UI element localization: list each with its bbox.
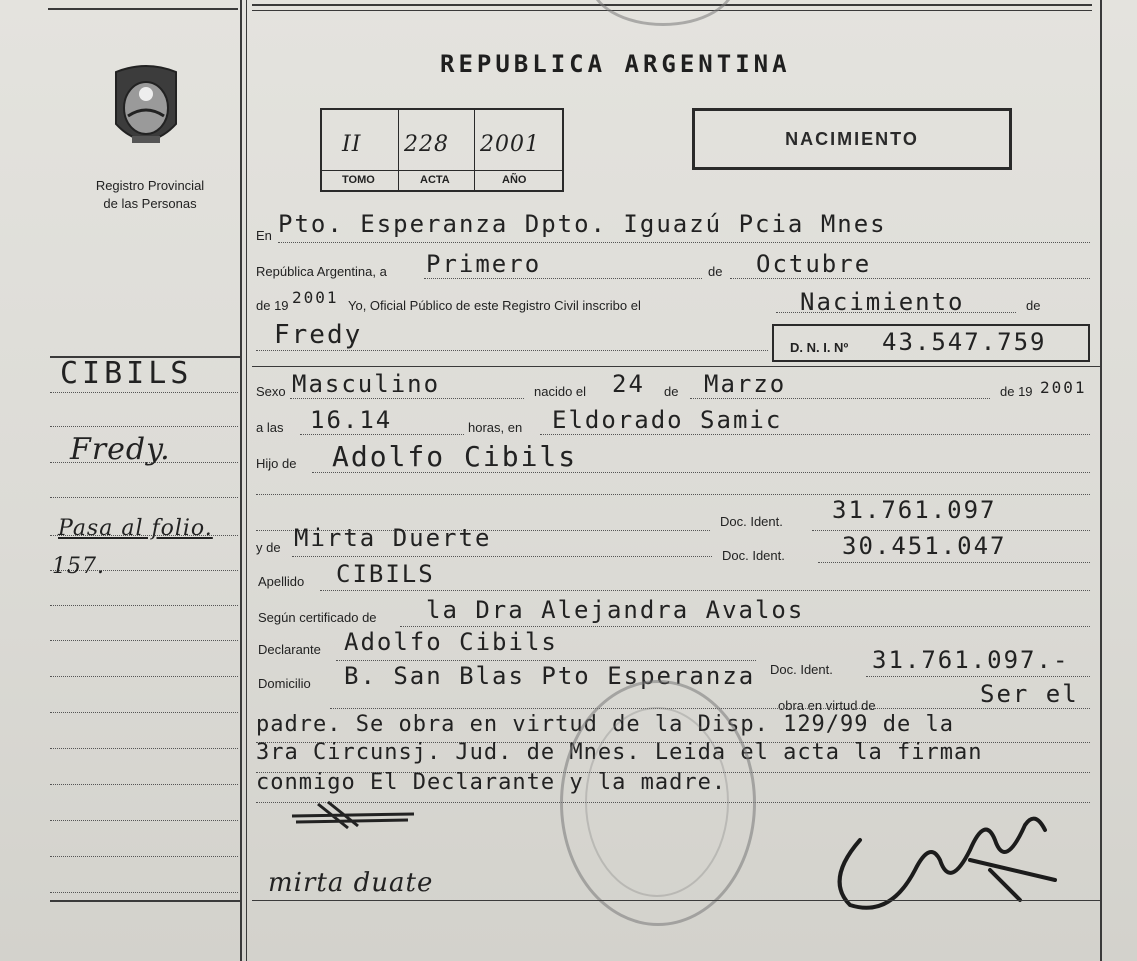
left-column-right-border	[240, 0, 242, 961]
line-inscribo	[776, 312, 1016, 313]
domicilio-value: B. San Blas Pto Esperanza	[344, 662, 756, 690]
line-nombre	[256, 350, 768, 351]
bottom-rule	[252, 900, 1100, 901]
left-surname: CIBILS	[60, 356, 193, 391]
apellido-value: CIBILS	[336, 560, 435, 588]
obra-label: obra en virtud de	[778, 698, 876, 713]
left-ruled-line	[50, 426, 238, 427]
line-madre-doc	[818, 562, 1090, 563]
left-ruled-line	[50, 820, 238, 821]
section-divider	[252, 366, 1100, 367]
nombre-value: Fredy	[274, 320, 363, 350]
line-mes2	[690, 398, 990, 399]
left-ruled-line	[50, 712, 238, 713]
line-lugar	[540, 434, 1090, 435]
en-label: En	[256, 228, 272, 243]
main-right-border	[1100, 0, 1102, 961]
oficial-text: Yo, Oficial Público de este Registro Civil inscribo el	[348, 298, 641, 313]
signature-oficial	[820, 800, 1060, 920]
left-inner-border	[246, 0, 247, 961]
left-bottom-rule	[50, 900, 240, 902]
left-ruled-line	[50, 856, 238, 857]
republica-label: República Argentina, a	[256, 264, 387, 279]
madre-value: Mirta Duerte	[294, 524, 492, 552]
notes-line1: padre. Se obra en virtud de la Disp. 129/99 de la	[256, 712, 955, 737]
record-type-label: NACIMIENTO	[785, 129, 919, 149]
left-ruled-line	[50, 892, 238, 893]
notes-line3: conmigo El Declarante y la madre.	[256, 770, 727, 795]
line-en	[278, 242, 1090, 243]
ano-label: AÑO	[502, 174, 527, 186]
nacido-mes: Marzo	[704, 370, 787, 398]
anio-prefix: de 19	[256, 298, 289, 313]
nacido-dia: 24	[612, 370, 645, 398]
line-declarante	[336, 660, 756, 661]
registry-title-line1: Registro Provincial	[95, 178, 205, 193]
left-ruled-line	[50, 497, 238, 498]
left-ruled-line	[50, 605, 238, 606]
domicilio-label: Domicilio	[258, 676, 311, 691]
top-seal-stamp	[590, 0, 736, 26]
notes-line2: 3ra Circunsj. Jud. de Mnes. Leida el acta la firman	[256, 740, 983, 765]
left-ruled-line	[50, 392, 238, 393]
cell-divider	[398, 110, 399, 190]
line-dia	[424, 278, 702, 279]
line-padre	[312, 472, 1090, 473]
registry-title-line2: de las Personas	[103, 196, 197, 211]
coat-of-arms-logo	[106, 64, 186, 159]
inscribo-value: Nacimiento	[800, 288, 965, 316]
line-declarante-doc	[866, 676, 1090, 677]
padre-doc: 31.761.097	[832, 496, 997, 524]
segun-label: Según certificado de	[258, 610, 377, 625]
left-ruled-line	[50, 784, 238, 785]
de-label3: de	[664, 384, 679, 399]
yde-label: y de	[256, 540, 281, 555]
horas-label: horas, en	[468, 420, 523, 435]
ano-value: 2001	[480, 132, 540, 157]
line-certificado	[400, 626, 1090, 627]
anio-value: 2001	[292, 288, 339, 307]
apellido-label: Apellido	[258, 574, 305, 589]
sexo-value: Masculino	[292, 370, 441, 398]
left-ruled-line	[50, 640, 238, 641]
nacido-label: nacido el	[534, 384, 587, 399]
de19-label: de 19	[1000, 384, 1033, 399]
lugar-value: Eldorado Samic	[552, 406, 783, 434]
line-sexo	[290, 398, 524, 399]
left-note-line1: Pasa al folio.	[58, 516, 213, 541]
cell-divider	[474, 110, 475, 190]
line-padre-2	[256, 494, 1090, 495]
mes-value: Octubre	[756, 250, 872, 278]
certificado-value: la Dra Alejandra Avalos	[426, 596, 805, 624]
record-number-box	[320, 108, 564, 192]
left-ruled-line	[50, 748, 238, 749]
tomo-label: TOMO	[342, 174, 375, 186]
line-apellido	[320, 590, 1090, 591]
tomo-value: II	[342, 132, 362, 157]
left-note-line2: 157.	[52, 554, 105, 579]
dni-label: D. N. I. Nº	[790, 340, 849, 355]
signature-madre: mirta duate	[268, 868, 434, 898]
official-seal-inner-ring	[585, 707, 729, 897]
declarante-label: Declarante	[258, 642, 321, 657]
doc-ident-label-madre: Doc. Ident.	[722, 548, 785, 563]
line-mes	[730, 278, 1090, 279]
obra-value: Ser el	[980, 680, 1079, 708]
cell-row-divider	[322, 170, 562, 171]
en-value: Pto. Esperanza Dpto. Iguazú Pcia Mnes	[278, 210, 887, 238]
sexo-label: Sexo	[256, 384, 286, 399]
doc-ident-label-padre: Doc. Ident.	[720, 514, 783, 529]
country-title: REPUBLICA ARGENTINA	[440, 50, 791, 78]
de-label: de	[708, 264, 723, 279]
alas-label: a las	[256, 420, 284, 435]
left-given-name: Fredy.	[70, 432, 171, 467]
dni-value: 43.547.759	[882, 328, 1047, 356]
declarante-doc: 31.761.097.-	[872, 646, 1070, 674]
declarante-value: Adolfo Cibils	[344, 628, 558, 656]
official-seal-stamp	[560, 680, 756, 926]
line-padre-doc	[812, 530, 1090, 531]
madre-doc: 30.451.047	[842, 532, 1007, 560]
hijo-label: Hijo de	[256, 456, 297, 471]
doc-ident-label-declarante: Doc. Ident.	[770, 662, 833, 677]
line-hora	[300, 434, 464, 435]
acta-value: 228	[404, 132, 449, 157]
record-type-box	[692, 108, 1012, 170]
dni-box	[772, 324, 1090, 362]
hora-value: 16.14	[310, 406, 393, 434]
dia-value: Primero	[426, 250, 542, 278]
de-label2: de	[1026, 298, 1041, 313]
padre-value: Adolfo Cibils	[332, 440, 578, 473]
nacido-anio: 2001	[1040, 378, 1087, 397]
top-left-rule	[48, 8, 238, 10]
left-ruled-line	[50, 676, 238, 677]
strike-mark	[288, 798, 418, 832]
line-madre	[292, 556, 712, 557]
acta-label: ACTA	[420, 174, 450, 186]
